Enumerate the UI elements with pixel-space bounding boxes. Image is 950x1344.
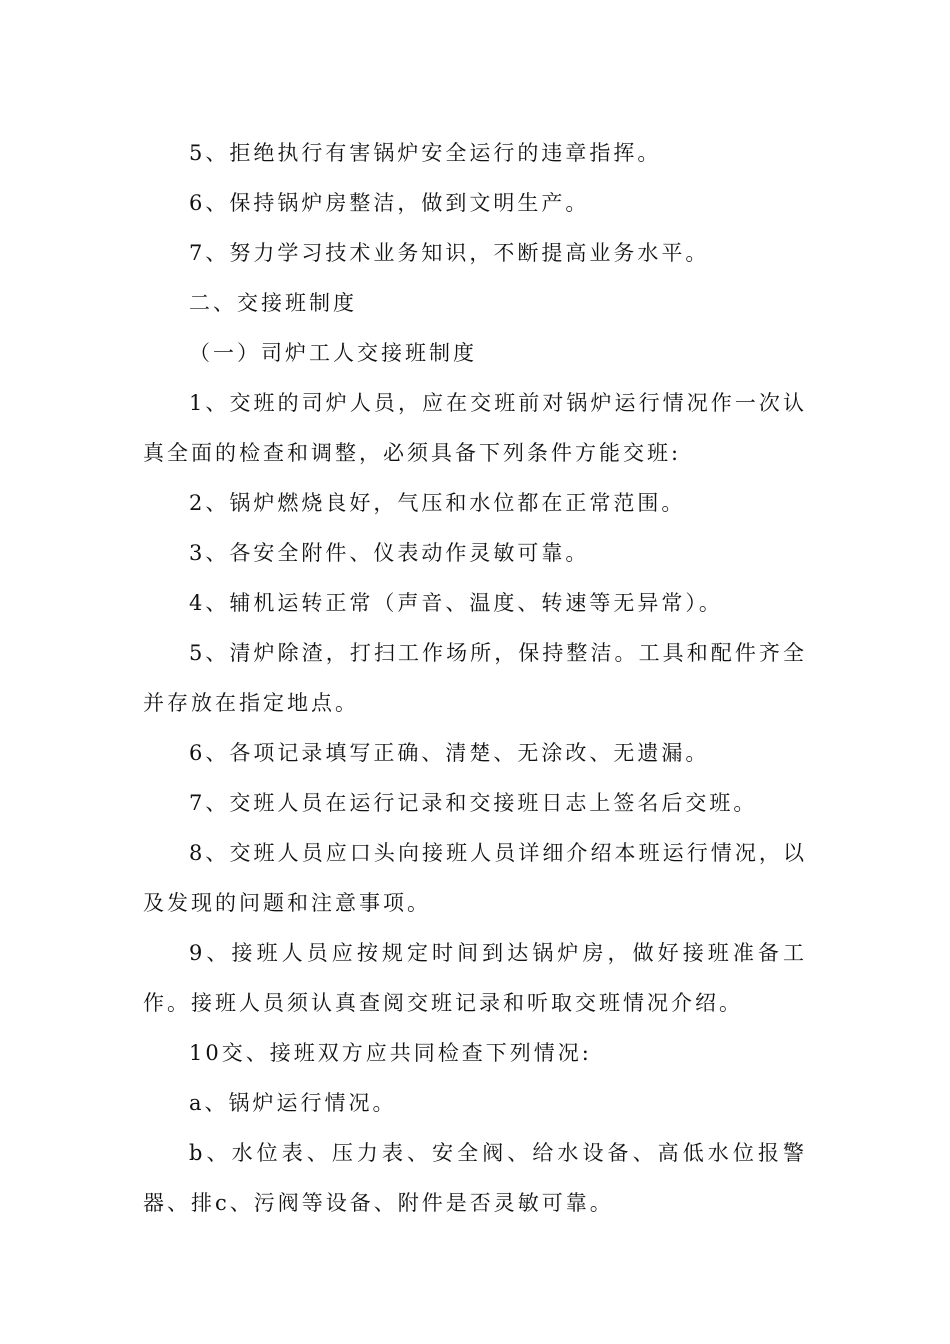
paragraph-item-2-combustion: 2、锅炉燃烧良好，气压和水位都在正常范围。	[189, 491, 686, 515]
paragraph-item-b-instruments: b、水位表、压力表、安全阀、给水设备、高低水位报警器、排c、污阀等设备、附件是否灵敏可靠。	[143, 1141, 807, 1215]
paragraph-item-5-refuse-orders: 5、拒绝执行有害锅炉安全运行的违章指挥。	[189, 141, 662, 165]
paragraph-item-7-study: 7、努力学习技术业务知识，不断提高业务水平。	[189, 241, 710, 265]
paragraph-item-9-takeover-prep: 9、接班人员应按规定时间到达锅炉房，做好接班准备工作。接班人员须认真查阅交班记录和听取交班情况介绍。	[143, 941, 807, 1015]
document-body	[143, 128, 807, 1228]
subsection-heading-stoker-handover: （一）司炉工人交接班制度	[189, 341, 477, 365]
paragraph-item-8-verbal-briefing: 8、交班人员应口头向接班人员详细介绍本班运行情况，以及发现的问题和注意事项。	[143, 841, 807, 915]
section-heading-shift-handover: 二、交接班制度	[189, 291, 357, 315]
paragraph-item-5-slag-removal: 5、清炉除渣，打扫工作场所，保持整洁。工具和配件齐全并存放在指定地点。	[143, 641, 807, 715]
paragraph-item-4-auxiliary: 4、辅机运转正常（声音、温度、转速等无异常）。	[189, 591, 723, 615]
paragraph-item-6-keep-clean: 6、保持锅炉房整洁，做到文明生产。	[189, 191, 590, 215]
paragraph-item-3-safety-devices: 3、各安全附件、仪表动作灵敏可靠。	[189, 541, 590, 565]
paragraph-item-6-records: 6、各项记录填写正确、清楚、无涂改、无遗漏。	[189, 741, 710, 765]
paragraph-item-10-joint-check: 10交、接班双方应共同检查下列情况:	[189, 1041, 592, 1065]
paragraph-item-a-boiler-status: a、锅炉运行情况。	[189, 1091, 397, 1115]
paragraph-item-7-sign-log: 7、交班人员在运行记录和交接班日志上签名后交班。	[189, 791, 758, 815]
paragraph-item-1-handover-check: 1、交班的司炉人员，应在交班前对锅炉运行情况作一次认真全面的检查和调整，必须具备下列条件方能交班:	[143, 391, 807, 465]
